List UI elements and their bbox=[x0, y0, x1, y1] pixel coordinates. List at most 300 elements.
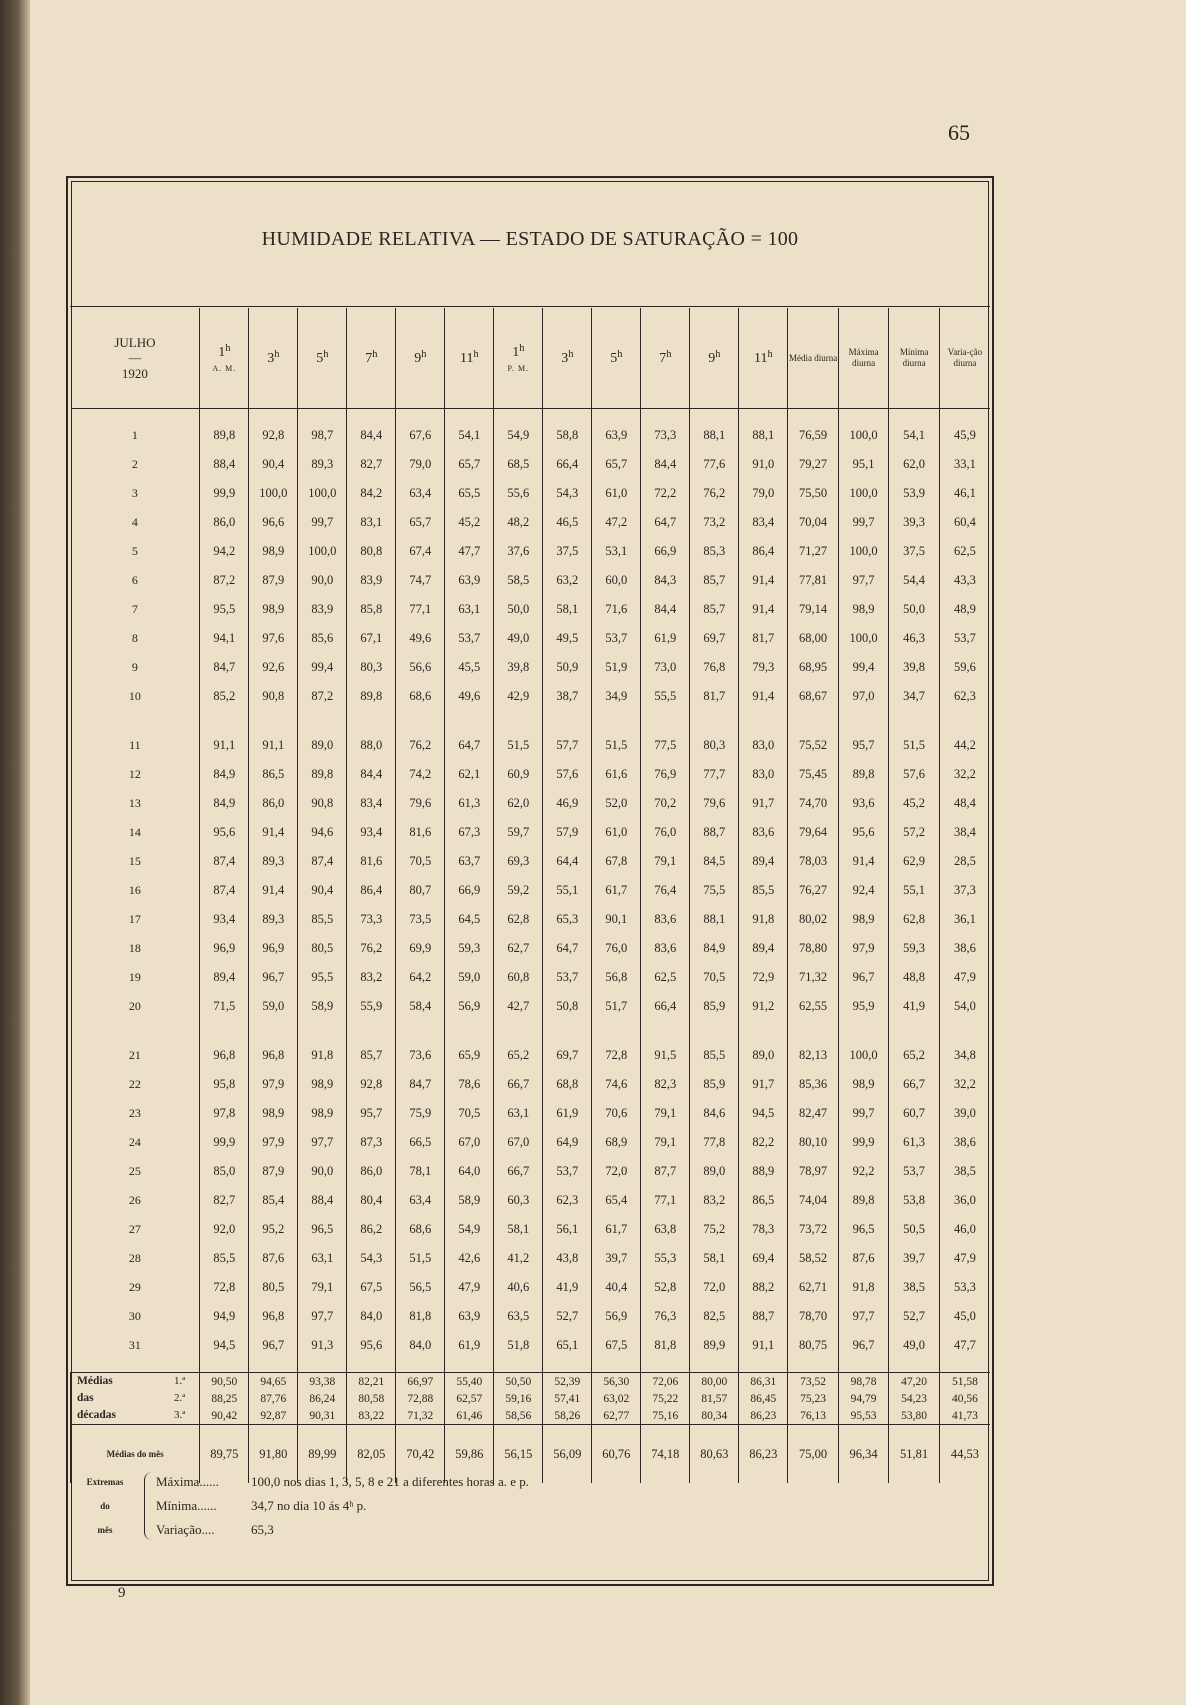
value-cell: 46,0 bbox=[939, 1215, 990, 1244]
value-cell: 96,8 bbox=[249, 1302, 298, 1331]
value-cell: 87,2 bbox=[298, 682, 347, 711]
spacer-cell bbox=[939, 1021, 990, 1041]
decade-value: 94,79 bbox=[838, 1390, 889, 1407]
value-cell: 40,6 bbox=[494, 1273, 543, 1302]
table-row bbox=[71, 1186, 991, 1215]
value-cell: 80,4 bbox=[347, 1186, 396, 1215]
value-cell: 87,4 bbox=[298, 847, 347, 876]
value-cell: 97,9 bbox=[249, 1128, 298, 1157]
value-cell: 94,5 bbox=[739, 1099, 788, 1128]
value-cell: 80,5 bbox=[249, 1273, 298, 1302]
value-cell: 67,5 bbox=[347, 1273, 396, 1302]
value-cell: 99,7 bbox=[838, 1099, 889, 1128]
value-cell: 52,7 bbox=[543, 1302, 592, 1331]
value-cell: 66,9 bbox=[445, 876, 494, 905]
value-cell: 78,6 bbox=[445, 1070, 494, 1099]
table-row bbox=[71, 1070, 991, 1099]
value-cell: 42,9 bbox=[494, 682, 543, 711]
decade-value: 93,38 bbox=[298, 1373, 347, 1391]
spacer-cell bbox=[298, 1360, 347, 1373]
value-cell: 49,6 bbox=[396, 624, 445, 653]
table-title: HUMIDADE RELATIVA — ESTADO DE SATURAÇÃO = 100 bbox=[261, 228, 799, 250]
value-cell: 56,1 bbox=[543, 1215, 592, 1244]
value-cell: 50,5 bbox=[889, 1215, 940, 1244]
spacer-cell bbox=[939, 1360, 990, 1373]
table-row bbox=[71, 789, 991, 818]
value-cell: 69,7 bbox=[690, 624, 739, 653]
footer-number: 9 bbox=[118, 1585, 126, 1601]
spacer-cell bbox=[494, 1021, 543, 1041]
stat-header: Média diurna bbox=[788, 308, 839, 409]
spacer-cell bbox=[494, 711, 543, 731]
value-cell: 62,5 bbox=[641, 963, 690, 992]
value-cell: 79,14 bbox=[788, 595, 839, 624]
decade-value: 80,58 bbox=[347, 1390, 396, 1407]
value-cell: 57,6 bbox=[889, 760, 940, 789]
hour-suffix: h bbox=[519, 343, 525, 355]
value-cell: 84,9 bbox=[690, 934, 739, 963]
value-cell: 85,5 bbox=[739, 876, 788, 905]
value-cell: 53,8 bbox=[889, 1186, 940, 1215]
value-cell: 57,2 bbox=[889, 818, 940, 847]
spacer-cell bbox=[347, 1021, 396, 1041]
hour-label: 5 bbox=[610, 351, 618, 367]
value-cell: 75,45 bbox=[788, 760, 839, 789]
value-cell: 67,6 bbox=[396, 421, 445, 450]
value-cell: 39,8 bbox=[889, 653, 940, 682]
value-cell: 71,5 bbox=[200, 992, 249, 1021]
value-cell: 62,71 bbox=[788, 1273, 839, 1302]
value-cell: 53,7 bbox=[592, 624, 641, 653]
value-cell: 95,6 bbox=[838, 818, 889, 847]
month-mean-value: 70,42 bbox=[396, 1425, 445, 1484]
value-cell: 79,1 bbox=[298, 1273, 347, 1302]
value-cell: 50,0 bbox=[494, 595, 543, 624]
value-cell: 87,7 bbox=[641, 1157, 690, 1186]
extremes-label-line: do bbox=[100, 1501, 110, 1511]
spacer-cell bbox=[641, 1360, 690, 1373]
value-cell: 64,7 bbox=[641, 508, 690, 537]
value-cell: 98,9 bbox=[249, 595, 298, 624]
value-cell: 84,2 bbox=[347, 479, 396, 508]
spacer-cell bbox=[690, 1021, 739, 1041]
value-cell: 38,5 bbox=[939, 1157, 990, 1186]
value-cell: 74,2 bbox=[396, 760, 445, 789]
month-header bbox=[71, 308, 200, 409]
day-cell: 7 bbox=[131, 602, 138, 616]
value-cell: 65,2 bbox=[889, 1041, 940, 1070]
value-cell: 78,03 bbox=[788, 847, 839, 876]
table-row bbox=[71, 731, 991, 760]
value-cell: 96,9 bbox=[249, 934, 298, 963]
value-cell: 72,0 bbox=[592, 1157, 641, 1186]
value-cell: 99,7 bbox=[298, 508, 347, 537]
value-cell: 100,0 bbox=[298, 479, 347, 508]
decade-value: 52,39 bbox=[543, 1373, 592, 1391]
spacer-cell bbox=[592, 1360, 641, 1373]
day-cell: 16 bbox=[128, 883, 141, 897]
value-cell: 80,8 bbox=[347, 537, 396, 566]
hour-suffix: h bbox=[617, 348, 623, 360]
value-cell: 76,2 bbox=[347, 934, 396, 963]
value-cell: 88,1 bbox=[739, 421, 788, 450]
value-cell: 73,3 bbox=[347, 905, 396, 934]
table-row bbox=[71, 992, 991, 1021]
day-cell: 1 bbox=[131, 428, 138, 442]
value-cell: 65,5 bbox=[445, 479, 494, 508]
value-cell: 77,8 bbox=[690, 1128, 739, 1157]
day-cell: 19 bbox=[128, 970, 141, 984]
value-cell: 88,1 bbox=[690, 905, 739, 934]
spacer-cell bbox=[543, 711, 592, 731]
hour-suffix: h bbox=[323, 348, 329, 360]
value-cell: 88,2 bbox=[739, 1273, 788, 1302]
value-cell: 63,9 bbox=[592, 421, 641, 450]
value-cell: 52,7 bbox=[889, 1302, 940, 1331]
humidity-table bbox=[70, 308, 990, 1483]
spacer-cell bbox=[298, 409, 347, 422]
value-cell: 47,9 bbox=[445, 1273, 494, 1302]
hour-header bbox=[347, 308, 396, 409]
value-cell: 97,0 bbox=[838, 682, 889, 711]
value-cell: 97,7 bbox=[838, 566, 889, 595]
value-cell: 80,3 bbox=[690, 731, 739, 760]
month-mean-value: 91,80 bbox=[249, 1425, 298, 1484]
hour-suffix: h bbox=[421, 348, 427, 360]
value-cell: 88,0 bbox=[347, 731, 396, 760]
value-cell: 91,4 bbox=[739, 595, 788, 624]
value-cell: 99,9 bbox=[200, 1128, 249, 1157]
spacer-cell bbox=[298, 711, 347, 731]
table-row bbox=[71, 905, 991, 934]
value-cell: 63,1 bbox=[445, 595, 494, 624]
month-mean-value: 60,76 bbox=[592, 1425, 641, 1484]
value-cell: 98,9 bbox=[298, 1070, 347, 1099]
value-cell: 34,7 bbox=[889, 682, 940, 711]
value-cell: 76,2 bbox=[690, 479, 739, 508]
spacer-cell bbox=[71, 711, 200, 731]
spacer-cell bbox=[690, 409, 739, 422]
spacer-cell bbox=[838, 1360, 889, 1373]
day-cell: 23 bbox=[128, 1106, 141, 1120]
spacer-cell bbox=[347, 1360, 396, 1373]
value-cell: 85,4 bbox=[249, 1186, 298, 1215]
hour-header bbox=[200, 308, 249, 409]
value-cell: 65,9 bbox=[445, 1041, 494, 1070]
value-cell: 66,7 bbox=[889, 1070, 940, 1099]
value-cell: 99,7 bbox=[838, 508, 889, 537]
value-cell: 49,6 bbox=[445, 682, 494, 711]
value-cell: 79,6 bbox=[396, 789, 445, 818]
value-cell: 43,8 bbox=[543, 1244, 592, 1273]
value-cell: 75,2 bbox=[690, 1215, 739, 1244]
value-cell: 100,0 bbox=[298, 537, 347, 566]
value-cell: 91,2 bbox=[739, 992, 788, 1021]
value-cell: 72,0 bbox=[690, 1273, 739, 1302]
value-cell: 57,7 bbox=[543, 731, 592, 760]
value-cell: 56,9 bbox=[445, 992, 494, 1021]
month-mean-value: 44,53 bbox=[939, 1425, 990, 1484]
value-cell: 86,0 bbox=[200, 508, 249, 537]
value-cell: 60,7 bbox=[889, 1099, 940, 1128]
value-cell: 45,0 bbox=[939, 1302, 990, 1331]
value-cell: 91,4 bbox=[739, 682, 788, 711]
value-cell: 28,5 bbox=[939, 847, 990, 876]
decade-value: 61,46 bbox=[445, 1407, 494, 1425]
value-cell: 47,7 bbox=[445, 537, 494, 566]
value-cell: 92,2 bbox=[838, 1157, 889, 1186]
spacer-cell bbox=[838, 1021, 889, 1041]
value-cell: 71,32 bbox=[788, 963, 839, 992]
spacer-cell bbox=[298, 1021, 347, 1041]
value-cell: 81,6 bbox=[347, 847, 396, 876]
value-cell: 92,6 bbox=[249, 653, 298, 682]
value-cell: 48,9 bbox=[939, 595, 990, 624]
value-cell: 69,4 bbox=[739, 1244, 788, 1273]
extreme-key: Variação.... bbox=[156, 1522, 215, 1537]
value-cell: 79,6 bbox=[690, 789, 739, 818]
spacer-cell bbox=[788, 711, 839, 731]
hour-label: 3 bbox=[561, 351, 569, 367]
value-cell: 46,3 bbox=[889, 624, 940, 653]
decade-value: 58,56 bbox=[494, 1407, 543, 1425]
value-cell: 58,8 bbox=[543, 421, 592, 450]
spacer-cell bbox=[347, 409, 396, 422]
value-cell: 51,5 bbox=[592, 731, 641, 760]
value-cell: 92,8 bbox=[347, 1070, 396, 1099]
day-cell: 27 bbox=[128, 1222, 141, 1236]
value-cell: 77,7 bbox=[690, 760, 739, 789]
value-cell: 45,9 bbox=[939, 421, 990, 450]
value-cell: 62,5 bbox=[939, 537, 990, 566]
decade-value: 80,34 bbox=[690, 1407, 739, 1425]
decade-label-text: Médias bbox=[77, 1375, 113, 1387]
value-cell: 41,9 bbox=[889, 992, 940, 1021]
value-cell: 77,1 bbox=[396, 595, 445, 624]
spacer-cell bbox=[200, 711, 249, 731]
value-cell: 67,3 bbox=[445, 818, 494, 847]
value-cell: 70,04 bbox=[788, 508, 839, 537]
hour-label: 9 bbox=[708, 351, 716, 367]
value-cell: 86,5 bbox=[739, 1186, 788, 1215]
day-cell: 11 bbox=[129, 738, 141, 752]
value-cell: 66,9 bbox=[641, 537, 690, 566]
value-cell: 53,1 bbox=[592, 537, 641, 566]
value-cell: 64,7 bbox=[445, 731, 494, 760]
value-cell: 66,7 bbox=[494, 1157, 543, 1186]
value-cell: 53,7 bbox=[543, 963, 592, 992]
value-cell: 43,3 bbox=[939, 566, 990, 595]
value-cell: 51,5 bbox=[494, 731, 543, 760]
decade-value: 72,88 bbox=[396, 1390, 445, 1407]
spacer-cell bbox=[939, 409, 990, 422]
value-cell: 36,0 bbox=[939, 1186, 990, 1215]
value-cell: 78,70 bbox=[788, 1302, 839, 1331]
decade-value: 63,02 bbox=[592, 1390, 641, 1407]
decade-tag: 1.ª bbox=[174, 1375, 186, 1387]
value-cell: 52,0 bbox=[592, 789, 641, 818]
value-cell: 65,1 bbox=[543, 1331, 592, 1360]
month-mean-value: 96,34 bbox=[838, 1425, 889, 1484]
day-cell: 24 bbox=[128, 1135, 141, 1149]
value-cell: 49,0 bbox=[494, 624, 543, 653]
value-cell: 91,5 bbox=[641, 1041, 690, 1070]
value-cell: 84,4 bbox=[347, 421, 396, 450]
decade-value: 95,53 bbox=[838, 1407, 889, 1425]
value-cell: 67,1 bbox=[347, 624, 396, 653]
table-row bbox=[71, 537, 991, 566]
value-cell: 65,7 bbox=[445, 450, 494, 479]
decade-value: 56,30 bbox=[592, 1373, 641, 1391]
value-cell: 63,4 bbox=[396, 1186, 445, 1215]
decade-row bbox=[71, 1407, 991, 1425]
value-cell: 84,9 bbox=[200, 760, 249, 789]
table-row bbox=[71, 934, 991, 963]
month-mean-value: 59,86 bbox=[445, 1425, 494, 1484]
table-row bbox=[71, 566, 991, 595]
value-cell: 60,8 bbox=[494, 963, 543, 992]
decade-value: 62,57 bbox=[445, 1390, 494, 1407]
value-cell: 50,0 bbox=[889, 595, 940, 624]
value-cell: 55,5 bbox=[641, 682, 690, 711]
value-cell: 89,0 bbox=[298, 731, 347, 760]
table-row bbox=[71, 963, 991, 992]
table-row bbox=[71, 1273, 991, 1302]
value-cell: 65,3 bbox=[543, 905, 592, 934]
spacer-cell bbox=[788, 1021, 839, 1041]
value-cell: 59,0 bbox=[445, 963, 494, 992]
value-cell: 72,2 bbox=[641, 479, 690, 508]
value-cell: 95,8 bbox=[200, 1070, 249, 1099]
value-cell: 37,3 bbox=[939, 876, 990, 905]
spacer-cell bbox=[889, 711, 940, 731]
value-cell: 63,1 bbox=[298, 1244, 347, 1273]
value-cell: 71,6 bbox=[592, 595, 641, 624]
value-cell: 100,0 bbox=[838, 421, 889, 450]
value-cell: 76,9 bbox=[641, 760, 690, 789]
value-cell: 81,8 bbox=[641, 1331, 690, 1360]
value-cell: 84,9 bbox=[200, 789, 249, 818]
value-cell: 84,5 bbox=[690, 847, 739, 876]
value-cell: 78,80 bbox=[788, 934, 839, 963]
value-cell: 63,2 bbox=[543, 566, 592, 595]
decade-value: 83,22 bbox=[347, 1407, 396, 1425]
value-cell: 100,0 bbox=[838, 537, 889, 566]
value-cell: 76,0 bbox=[641, 818, 690, 847]
value-cell: 74,70 bbox=[788, 789, 839, 818]
value-cell: 75,50 bbox=[788, 479, 839, 508]
month-label: JULHO bbox=[114, 334, 156, 350]
day-cell: 5 bbox=[131, 544, 138, 558]
header-row bbox=[71, 308, 991, 409]
decade-value: 75,23 bbox=[788, 1390, 839, 1407]
month-dash: — bbox=[128, 350, 142, 365]
decade-value: 82,21 bbox=[347, 1373, 396, 1391]
month-mean-value: 75,00 bbox=[788, 1425, 839, 1484]
value-cell: 83,6 bbox=[739, 818, 788, 847]
extremes-label-line: Extremas bbox=[86, 1477, 124, 1487]
value-cell: 58,9 bbox=[445, 1186, 494, 1215]
value-cell: 76,0 bbox=[592, 934, 641, 963]
spacer-cell bbox=[889, 1360, 940, 1373]
table-row bbox=[71, 1041, 991, 1070]
value-cell: 86,0 bbox=[249, 789, 298, 818]
value-cell: 64,4 bbox=[543, 847, 592, 876]
value-cell: 53,9 bbox=[889, 479, 940, 508]
hour-header bbox=[249, 308, 298, 409]
hour-header bbox=[396, 308, 445, 409]
value-cell: 83,2 bbox=[690, 1186, 739, 1215]
decade-tag: 3.ª bbox=[174, 1409, 186, 1421]
value-cell: 89,8 bbox=[838, 760, 889, 789]
value-cell: 98,9 bbox=[249, 1099, 298, 1128]
value-cell: 85,36 bbox=[788, 1070, 839, 1099]
value-cell: 62,0 bbox=[494, 789, 543, 818]
value-cell: 95,7 bbox=[838, 731, 889, 760]
table-row bbox=[71, 1331, 991, 1360]
table-row bbox=[71, 1128, 991, 1157]
value-cell: 88,1 bbox=[690, 421, 739, 450]
hour-label: 11 bbox=[459, 351, 474, 367]
value-cell: 59,6 bbox=[939, 653, 990, 682]
day-cell: 13 bbox=[128, 796, 141, 810]
value-cell: 73,3 bbox=[641, 421, 690, 450]
value-cell: 91,4 bbox=[739, 566, 788, 595]
value-cell: 90,4 bbox=[298, 876, 347, 905]
extreme-value: 34,7 no dia 10 ás 4ʰ p. bbox=[251, 1498, 367, 1513]
hour-header bbox=[298, 308, 347, 409]
value-cell: 97,7 bbox=[298, 1302, 347, 1331]
hour-header bbox=[445, 308, 494, 409]
value-cell: 39,0 bbox=[939, 1099, 990, 1128]
value-cell: 60,9 bbox=[494, 760, 543, 789]
value-cell: 46,9 bbox=[543, 789, 592, 818]
value-cell: 66,7 bbox=[494, 1070, 543, 1099]
value-cell: 53,7 bbox=[889, 1157, 940, 1186]
value-cell: 62,8 bbox=[494, 905, 543, 934]
value-cell: 62,3 bbox=[543, 1186, 592, 1215]
value-cell: 73,2 bbox=[690, 508, 739, 537]
spacer-cell bbox=[543, 1021, 592, 1041]
value-cell: 61,0 bbox=[592, 479, 641, 508]
value-cell: 95,2 bbox=[249, 1215, 298, 1244]
hour-suffix: h bbox=[274, 348, 280, 360]
value-cell: 54,1 bbox=[445, 421, 494, 450]
value-cell: 72,8 bbox=[200, 1273, 249, 1302]
value-cell: 61,9 bbox=[543, 1099, 592, 1128]
value-cell: 91,7 bbox=[739, 789, 788, 818]
value-cell: 61,7 bbox=[592, 876, 641, 905]
value-cell: 67,4 bbox=[396, 537, 445, 566]
value-cell: 74,04 bbox=[788, 1186, 839, 1215]
spacer-cell bbox=[396, 1360, 445, 1373]
value-cell: 70,5 bbox=[690, 963, 739, 992]
value-cell: 84,7 bbox=[200, 653, 249, 682]
spacer-row bbox=[71, 1360, 991, 1373]
table-row bbox=[71, 682, 991, 711]
value-cell: 98,9 bbox=[838, 1070, 889, 1099]
value-cell: 61,3 bbox=[889, 1128, 940, 1157]
value-cell: 42,7 bbox=[494, 992, 543, 1021]
value-cell: 33,1 bbox=[939, 450, 990, 479]
value-cell: 93,4 bbox=[200, 905, 249, 934]
decade-value: 53,80 bbox=[889, 1407, 940, 1425]
value-cell: 88,7 bbox=[739, 1302, 788, 1331]
value-cell: 89,4 bbox=[739, 934, 788, 963]
value-cell: 84,4 bbox=[641, 595, 690, 624]
value-cell: 68,00 bbox=[788, 624, 839, 653]
value-cell: 65,7 bbox=[396, 508, 445, 537]
